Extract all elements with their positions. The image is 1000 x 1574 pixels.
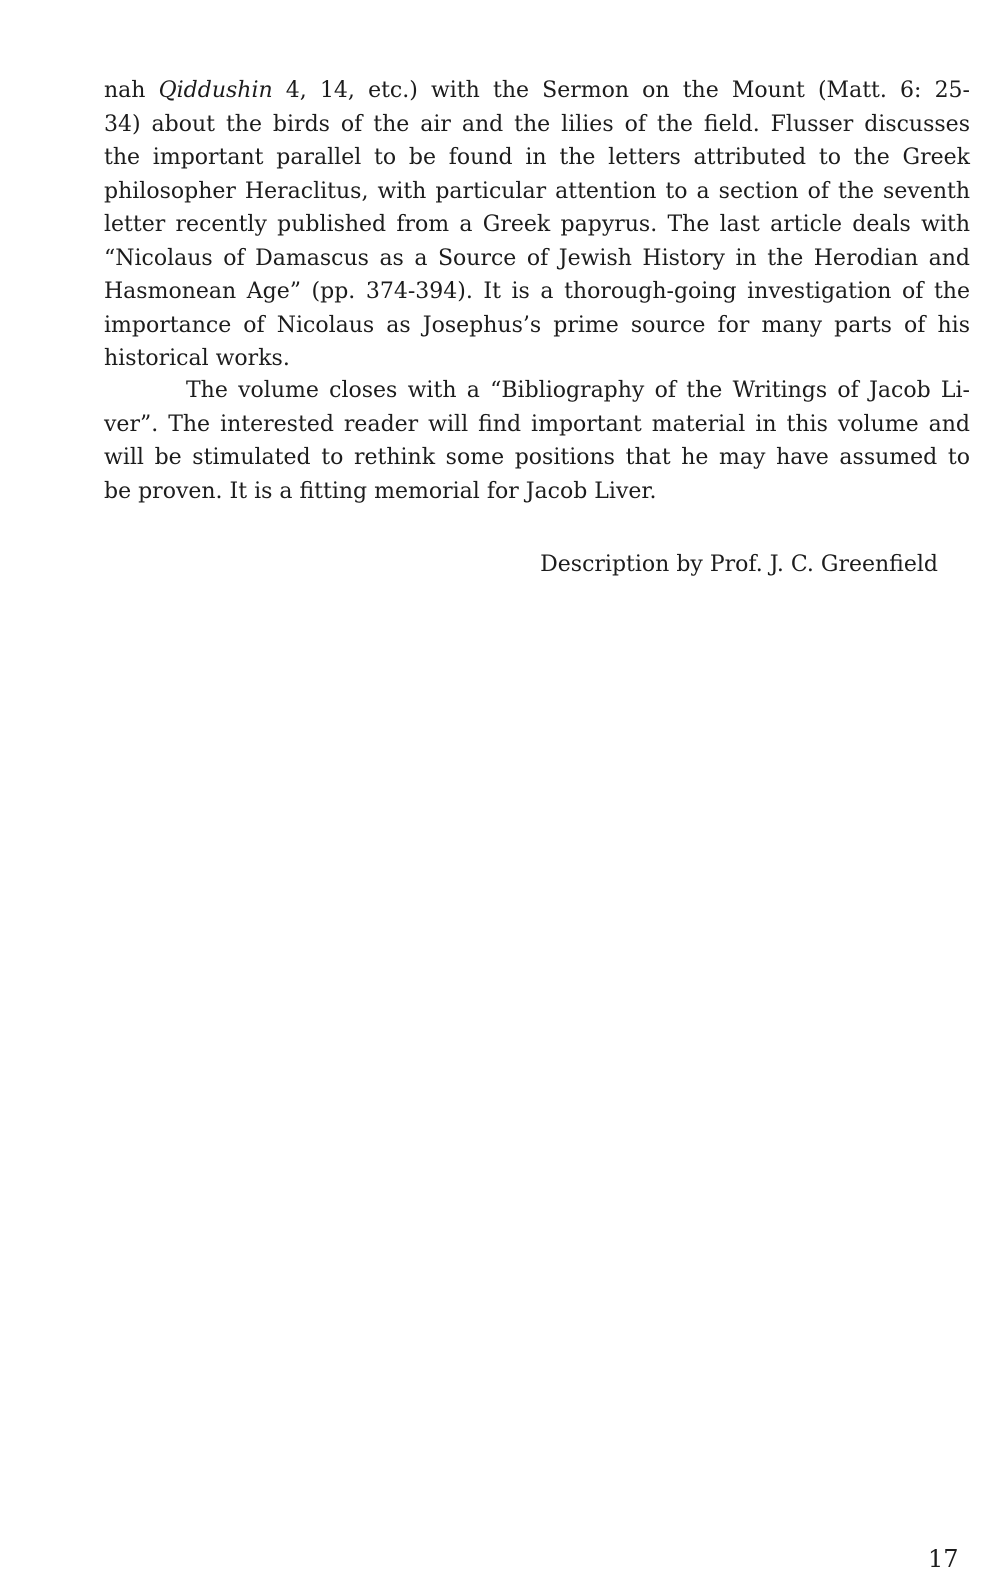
text-line: The volume closes with a “Bibliography of the Writings of Jacob Li- <box>186 378 970 403</box>
text-line: Hasmonean Age” (pp. 374-394). It is a thorough-going investigation of the <box>104 279 970 304</box>
text-line: be proven. It is a fitting memorial for Jacob Liver. <box>104 478 657 504</box>
text-line: will be stimulated to rethink some positions that he may have assumed to <box>104 445 970 470</box>
author-signature: Description by Prof. J. C. Greenfield <box>540 552 938 577</box>
body-paragraph <box>104 74 970 376</box>
body-paragraph <box>104 374 970 508</box>
text-line: philosopher Heraclitus, with particular attention to a section of the seventh <box>104 178 970 204</box>
text-line: importance of Nicolaus as Josephus’s prime source for many parts of his <box>104 312 970 338</box>
text-line: the important parallel to be found in the letters attributed to the Greek <box>104 145 970 170</box>
italic-title: Qiddushin <box>158 78 273 103</box>
text-line: letter recently published from a Greek papyrus. The last article deals with <box>104 212 970 237</box>
text-line: historical works. <box>104 346 290 371</box>
text-line <box>104 74 970 108</box>
text-line: ver”. The interested reader will find important material in this volume and <box>104 411 970 437</box>
text-segment: nah <box>104 78 159 103</box>
text-line: 34) about the birds of the air and the lilies of the field. Flusser discusses <box>104 111 970 137</box>
text-segment: 4, 14, etc.) with the Sermon on the Mount (Matt. 6: 25- <box>272 78 970 103</box>
page-number: 17 <box>928 1545 959 1573</box>
text-line: “Nicolaus of Damascus as a Source of Jewish History in the Herodian and <box>104 245 970 271</box>
